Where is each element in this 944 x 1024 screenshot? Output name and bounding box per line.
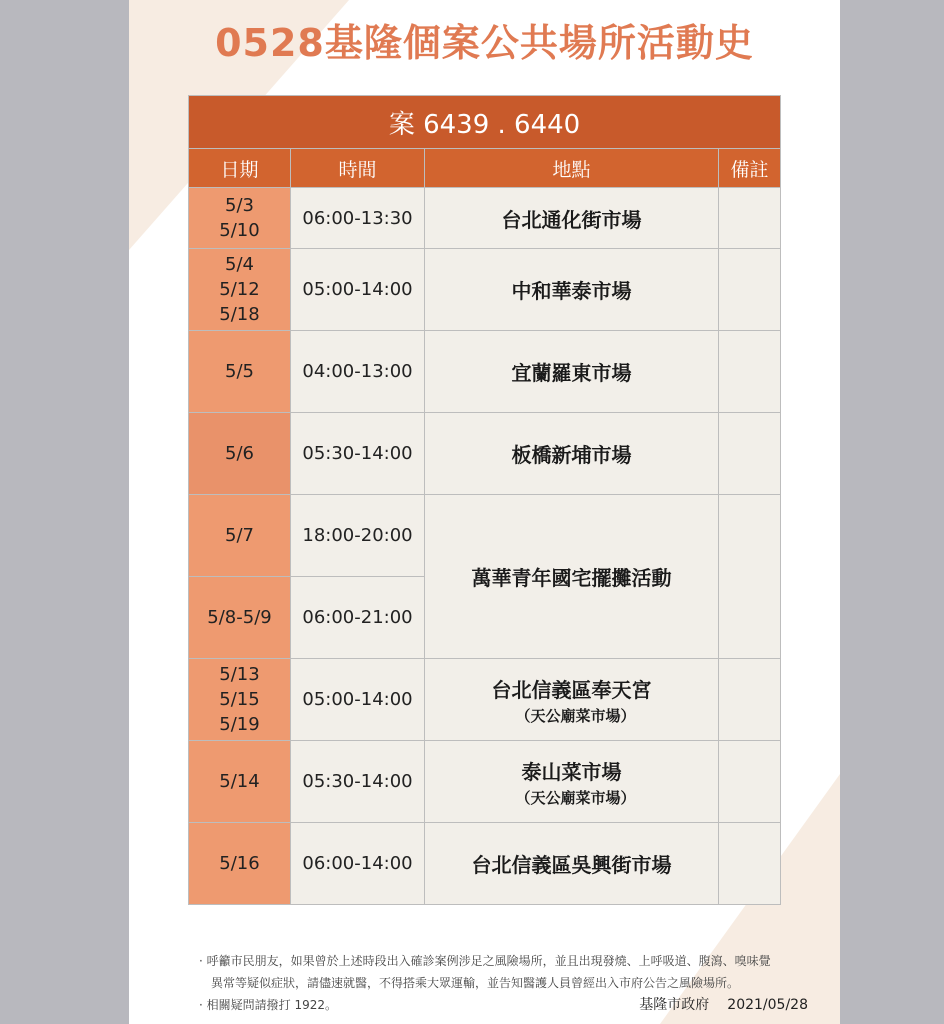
time-cell: 05:30-14:00 [291, 413, 425, 495]
date-cell: 5/16 [189, 823, 291, 905]
date-cell: 5/14 [189, 741, 291, 823]
location-cell: 台北通化街市場 [425, 188, 719, 249]
issuing-organization: 基隆市政府 [639, 997, 710, 1013]
time-cell: 05:00-14:00 [291, 659, 425, 741]
location-cell: 板橋新埔市場 [425, 413, 719, 495]
notes-cell [719, 823, 781, 905]
table-row [189, 741, 781, 823]
date-cell: 5/8-5/9 [189, 577, 291, 659]
column-header-date: 日期 [189, 149, 291, 188]
date-cell: 5/7 [189, 495, 291, 577]
time-cell: 04:00-13:00 [291, 331, 425, 413]
location-cell: 泰山菜市場 （天公廟菜市場） [425, 741, 719, 823]
announcement-page [129, 0, 840, 1024]
date-cell: 5/13 5/15 5/19 [189, 659, 291, 741]
table-row [189, 249, 781, 331]
time-cell: 18:00-20:00 [291, 495, 425, 577]
column-header-location: 地點 [425, 149, 719, 188]
time-cell: 06:00-14:00 [291, 823, 425, 905]
signature [639, 994, 808, 1014]
location-subtitle: （天公廟菜市場） [515, 706, 636, 725]
notes-cell [719, 249, 781, 331]
column-header-row [189, 149, 781, 188]
location-subtitle: （天公廟菜市場） [515, 788, 636, 807]
table-row [189, 331, 781, 413]
location-cell: 台北信義區吳興街市場 [425, 823, 719, 905]
notes-cell [719, 413, 781, 495]
table-row [189, 413, 781, 495]
location-cell: 萬華青年國宅擺攤活動 [425, 495, 719, 659]
table-row [189, 659, 781, 741]
column-header-time: 時間 [291, 149, 425, 188]
date-cell: 5/4 5/12 5/18 [189, 249, 291, 331]
notes-cell [719, 495, 781, 659]
column-header-notes: 備註 [719, 149, 781, 188]
notes-cell [719, 188, 781, 249]
date-cell: 5/3 5/10 [189, 188, 291, 249]
date-cell: 5/6 [189, 413, 291, 495]
location-cell: 台北信義區奉天宮 （天公廟菜市場） [425, 659, 719, 741]
time-cell: 05:30-14:00 [291, 741, 425, 823]
notes-cell [719, 331, 781, 413]
footnote-line: · 相關疑問請撥打 1922。 [199, 998, 337, 1012]
issue-date: 2021/05/28 [727, 997, 808, 1013]
activity-schedule-table [188, 95, 781, 905]
notes-cell [719, 659, 781, 741]
footnote-line: 異常等疑似症狀，請儘速就醫，不得搭乘大眾運輸，並告知醫護人員曾經出入市府公告之風險場所。 [211, 976, 740, 990]
time-cell: 06:00-21:00 [291, 577, 425, 659]
time-cell: 06:00-13:30 [291, 188, 425, 249]
location-cell: 宜蘭羅東市場 [425, 331, 719, 413]
date-cell: 5/5 [189, 331, 291, 413]
table-row [189, 823, 781, 905]
page-title: 0528基隆個案公共場所活動史 [215, 21, 754, 65]
table-row [189, 188, 781, 249]
footnote-line: · 呼籲市民朋友，如果曾於上述時段出入確診案例涉足之風險場所，並且出現發燒、上呼吸道、腹瀉、嗅味覺 [199, 954, 771, 968]
table-row [189, 495, 781, 577]
location-cell: 中和華泰市場 [425, 249, 719, 331]
time-cell: 05:00-14:00 [291, 249, 425, 331]
case-number-header: 案 6439 . 6440 [189, 96, 781, 149]
notes-cell [719, 741, 781, 823]
